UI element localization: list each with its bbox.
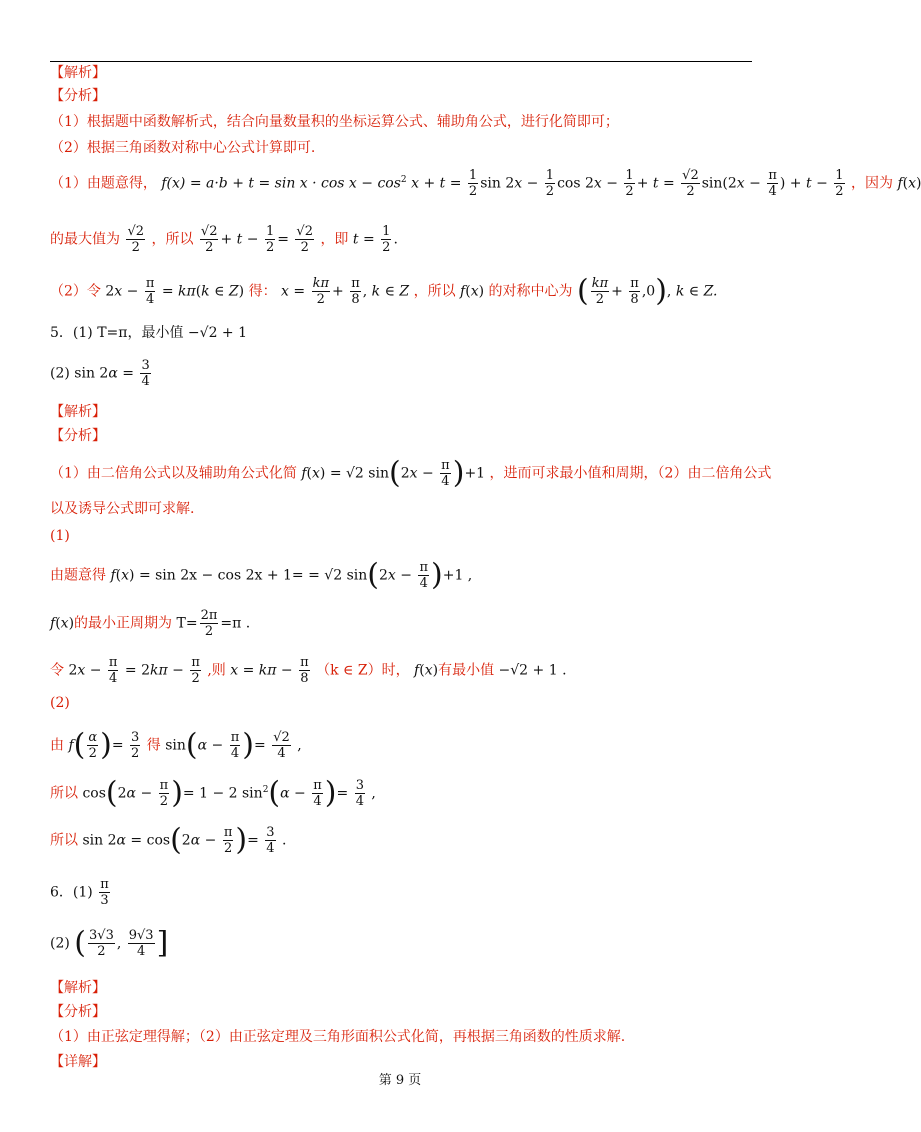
analysis-label-3: 【解析】 (50, 980, 106, 996)
s5-detail-1-eq: 由题意得 f(x) = sin 2x − cos 2x + 1= = √2 sin(2x − $\frac{\pi}{4}$ )+1 , (50, 557, 473, 593)
s6-answer-1: 6．(1) $\frac{\pi}{3}$ (50, 877, 109, 908)
top-rule (50, 61, 752, 62)
s4-analysis-line-1: （1）根据题中函数解析式，结合向量数量积的坐标运算公式、辅助角公式，进行化简即可； (50, 114, 619, 130)
s5-detail-1-min: 令 2x − $\frac{\pi}{4}$ = 2kπ − $\frac{\pi}{2}$ ,则 x = kπ − $\frac{\pi}{8}$ （k ∈ Z）时， f(x)有最小值 −√2 + 1 . (50, 655, 567, 686)
s4-part1-max: 的最大值为 $\frac{√2}{2}$ ，所以 $\frac{√2}{2}$ + t − $\frac{1}{2}$ = $\frac{√2}{2}$ ，即 t = $\frac{1}{2}$ . (50, 224, 398, 255)
fenxi-label-1: 【分析】 (50, 88, 106, 104)
fenxi-label-3: 【分析】 (50, 1004, 106, 1020)
page-number: 第 9 页 (378, 1073, 422, 1088)
s5-analysis-line-1: （1）由二倍角公式以及辅助角公式化简 f(x) = √2 sin(2x − $\frac{\pi}{4}$ )+1 ，进而可求最小值和周期，（2）由二倍角公式 (50, 455, 772, 491)
s6-analysis-line: （1）由正弦定理得解；（2）由正弦定理及三角形面积公式化简，再根据三角函数的性质求解. (50, 1029, 626, 1045)
s5-detail-2-sin: 所以 sin 2α = cos(2α − $\frac{\pi}{2}$ )= $\frac{3}{4}$ . (50, 822, 287, 858)
s4-part1-equation: （1）由题意得， $f(x) = a\cdot b + t = \sin x \cdot \cos x - \cos^2 x + t$ = $\frac{1}{2}$ sin 2x − $\frac{1}{2}$ cos 2x − $\frac{1}{2}$ + t = $\frac{√2}{2}$ sin(2x − $\frac{\pi}{4}$ ) + t − $\frac{1}{2}$ ，因为 f(x) (50, 168, 921, 199)
s4-part2-symmetry: （2）令 2x − $\frac{\pi}{4}$ = kπ(k ∈ Z) 得： x = $\frac{k\pi}{2}$ + $\frac{\pi}{8}$ , k ∈ Z ，所以 f(x) 的对称中心为 ( $\frac{k\pi}{2}$ + $\frac{\pi}{8}$ ,0), k ∈ Z. (50, 273, 718, 309)
analysis-label-1: 【解析】 (50, 65, 106, 81)
s5-detail-2-given: 由 f( $\frac{\alpha}{2}$ )= $\frac{3}{2}$ 得 sin(α − $\frac{\pi}{4}$ )= $\frac{√2}{4}$ , (50, 727, 302, 763)
s5-analysis-line-2: 以及诱导公式即可求解. (50, 501, 195, 517)
analysis-label-2: 【解析】 (50, 404, 106, 420)
s6-answer-2: (2) ( $\frac{3√3}{2}$ , $\frac{9√3}{4}$ ] (50, 925, 169, 961)
s5-answer-1: 5．(1) T=π，最小值 −√2 + 1 (50, 325, 248, 341)
s5-detail-2-cos: 所以 cos(2α − $\frac{\pi}{2}$ )= 1 − 2 $\sin^2(\alpha$ − $\frac{\pi}{4}$ )= $\frac{3}{4}$ , (50, 775, 376, 811)
s5-detail-1-tag: (1) (50, 528, 70, 544)
s5-detail-1-period: f(x)的最小正周期为 T= $\frac{2\pi}{2}$ =π . (50, 608, 251, 639)
s4-analysis-line-2: （2）根据三角函数对称中心公式计算即可. (50, 140, 316, 156)
s5-answer-2: (2) sin 2α = $\frac{3}{4}$ (50, 358, 150, 389)
fenxi-label-2: 【分析】 (50, 428, 106, 444)
detail-label: 【详解】 (50, 1054, 106, 1070)
s5-detail-2-tag: (2) (50, 695, 70, 711)
